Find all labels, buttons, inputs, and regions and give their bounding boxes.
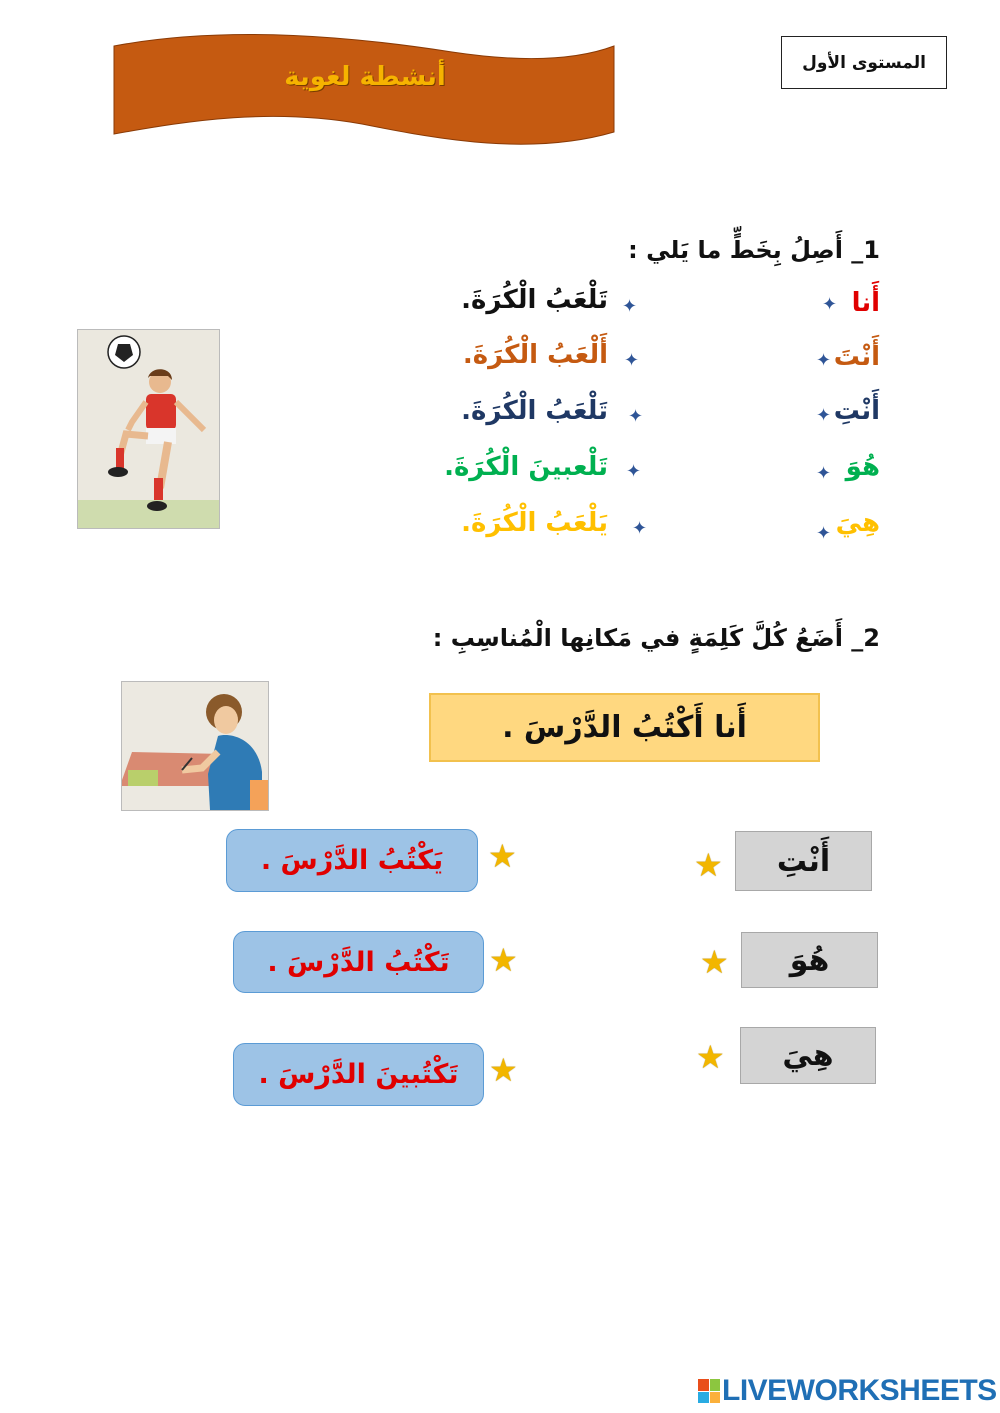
liveworksheets-brand[interactable]: [698, 1374, 997, 1408]
ex1-verb-2[interactable]: أَلْعَبُ الْكُرَةَ.: [462, 340, 608, 370]
page-title: أنشطة لغوية: [284, 62, 446, 92]
pronoun-box-anti[interactable]: أَنْتِ: [735, 831, 872, 891]
ex1-pronoun-hiya[interactable]: هِيَ: [835, 508, 880, 538]
sentence-option-1[interactable]: يَكْتُبُ الدَّرْسَ .: [226, 829, 478, 892]
connect-dot[interactable]: ✦: [816, 523, 832, 544]
exercise1-instruction: 1_ أَصِلُ بِخَطٍّ ما يَلي :: [628, 236, 880, 264]
connect-dot[interactable]: ✦: [626, 461, 642, 482]
soccer-boy-illustration: [77, 329, 220, 529]
ex1-verb-5[interactable]: يَلْعَبُ الْكُرَةَ.: [461, 508, 608, 538]
star-icon[interactable]: ★: [700, 943, 729, 981]
ex1-pronoun-huwa[interactable]: هُوَ: [845, 452, 880, 482]
connect-dot[interactable]: ✦: [624, 350, 640, 371]
connect-dot[interactable]: ✦: [822, 294, 838, 315]
level-label: المستوى الأول: [781, 36, 947, 89]
writing-boy-illustration: [121, 681, 269, 811]
star-icon[interactable]: ★: [488, 837, 517, 875]
star-icon[interactable]: ★: [489, 941, 518, 979]
pronoun-box-huwa[interactable]: هُوَ: [741, 932, 878, 988]
liveworksheets-logo-icon: [698, 1379, 720, 1403]
ex1-verb-1[interactable]: تَلْعَبُ الْكُرَةَ.: [461, 285, 608, 315]
sentence-option-2[interactable]: تَكْتُبُ الدَّرْسَ .: [233, 931, 484, 993]
model-sentence: أَنا أَكْتُبُ الدَّرْسَ .: [429, 693, 820, 762]
connect-dot[interactable]: ✦: [816, 463, 832, 484]
connect-dot[interactable]: ✦: [816, 350, 832, 371]
exercise2-instruction: 2_ أَضَعُ كُلَّ كَلِمَةٍ في مَكانِها الْمُناسِبِ :: [432, 624, 880, 652]
ex1-verb-3[interactable]: تَلْعَبُ الْكُرَةَ.: [461, 396, 608, 426]
star-icon[interactable]: ★: [696, 1038, 725, 1076]
ex1-pronoun-anta[interactable]: أَنْتَ: [833, 342, 880, 372]
connect-dot[interactable]: ✦: [628, 406, 644, 427]
ex1-verb-4[interactable]: تَلْعبينَ الْكُرَةَ.: [444, 452, 608, 482]
connect-dot[interactable]: ✦: [622, 296, 638, 317]
connect-dot[interactable]: ✦: [816, 405, 832, 426]
star-icon[interactable]: ★: [694, 846, 723, 884]
ex1-pronoun-anti[interactable]: أَنْتِ: [833, 396, 880, 426]
connect-dot[interactable]: ✦: [632, 518, 648, 539]
ex1-pronoun-ana[interactable]: أَنا: [851, 288, 880, 318]
star-icon[interactable]: ★: [489, 1051, 518, 1089]
sentence-option-3[interactable]: تَكْتُبينَ الدَّرْسَ .: [233, 1043, 484, 1106]
liveworksheets-wordmark: LIVEWORKSHEETS: [722, 1374, 997, 1407]
pronoun-box-hiya[interactable]: هِيَ: [740, 1027, 876, 1084]
